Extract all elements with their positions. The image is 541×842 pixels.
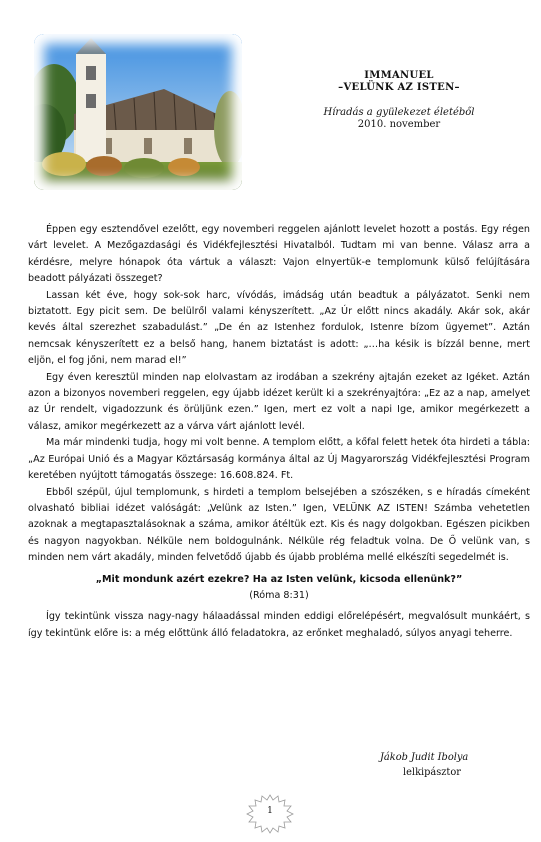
page-number-badge <box>246 794 294 834</box>
article-body <box>28 222 530 642</box>
paragraph-6: Így tekintünk vissza nagy-nagy hálaadással minden eddigi előrelépésért, megvalósult munkáért, s így tekintünk előre is: a még előttünk álló feladatokra, az erőnket meghaladó, súlyos anyagi teherre. <box>28 611 530 639</box>
page-number: 1 <box>267 806 273 816</box>
newsletter-header <box>286 70 512 130</box>
signature-role: lelkipásztor <box>403 767 461 778</box>
paragraph-4: Ma már mindenki tudja, hogy mi volt benne. A templom előtt, a kőfal felett hetek óta hirdeti a tábla: „Az Európai Unió és a Magyar Köztársaság kormánya által az Új Magyarország Vidékfejlesztési Program keretében nyújtott támogatás összege: 16.608.824. Ft. <box>28 437 530 482</box>
publication-line: Híradás a gyülekezet életéből <box>323 107 475 118</box>
bible-reference: (Róma 8:31) <box>249 589 309 601</box>
signature <box>380 750 520 780</box>
newsletter-title: IMMANUEL <box>364 70 434 81</box>
bible-quote: „Mit mondunk azért ezekre? Ha az Isten velünk, kicsoda ellenünk?” <box>95 573 463 585</box>
church-photo <box>34 34 242 190</box>
paragraph-2: Lassan két éve, hogy sok-sok harc, vívódás, imádság után beadtuk a pályázatot. Senki nem biztatott. Egy picit sem. De belülről valami kényszerített. „Az Úr előtt nincs akadály. Akár sok, akár kevés által szerezhet szabadulást.” „De én az Istenhez fordulok, Istenre bízom ügyemet”. Aztán nemcsak kényszerített ez a belső hang, hanem biztatást is adott: „…ha késik is bízzál benne, mert eljön, el fog jőni, nem marad el!” <box>28 289 530 367</box>
issue-date: 2010. november <box>357 119 441 130</box>
paragraph-5: Ebből szépül, újul templomunk, s hirdeti a templom belsejében a szószéken, s e híradás címeként olvasható bibliai idézet valóságát: „Velünk az Isten.” Igen, VELÜNK AZ ISTEN! Számba vehetetlen azoknak a megtapasztalásoknak a száma, amikor átéltük ezt. Kis és nagy dolgokban. Egészen picikben és nagyon nagyokban. Nélküle nem boldogulnánk. Nélküle rég feladtuk volna. De Ő velünk van, s minden nem várt akadály, minden felvetődő újabb és újabb probléma mellé elkészíti segedelmét is. <box>28 486 530 564</box>
newsletter-subtitle: –VELÜNK AZ ISTEN– <box>338 82 460 93</box>
paragraph-3: Egy éven keresztül minden nap elolvastam az irodában a szekrény ajtaján ezeket az Igéket. Aztán azon a bizonyos novemberi reggelen, egy újabb idézet került ki a szekrényajtóra: „Ez az a nap, amelyet az Úr rendelt, vigadozzunk és örüljünk ezen.” Igen, mert ez volt a napi Ige, amikor megérkezett a válasz, amikor megérkezett az a várva várt ajánlott levél. <box>28 371 530 432</box>
signature-name: Jákob Judit Ibolya <box>380 752 469 763</box>
paragraph-1: Éppen egy esztendővel ezelőtt, egy novemberi reggelen ajánlott levelet hozott a postás. Egy régen várt levelet. A Mezőgazdasági és Vidékfejlesztési Hivatalból. Tudtam mi van benne. Válasz arra a kérdésre, melyre hónapok óta vártuk a választ: Vajon elnyertük-e templomunk külső felújítására beadott pályázati összeget? <box>28 224 530 285</box>
